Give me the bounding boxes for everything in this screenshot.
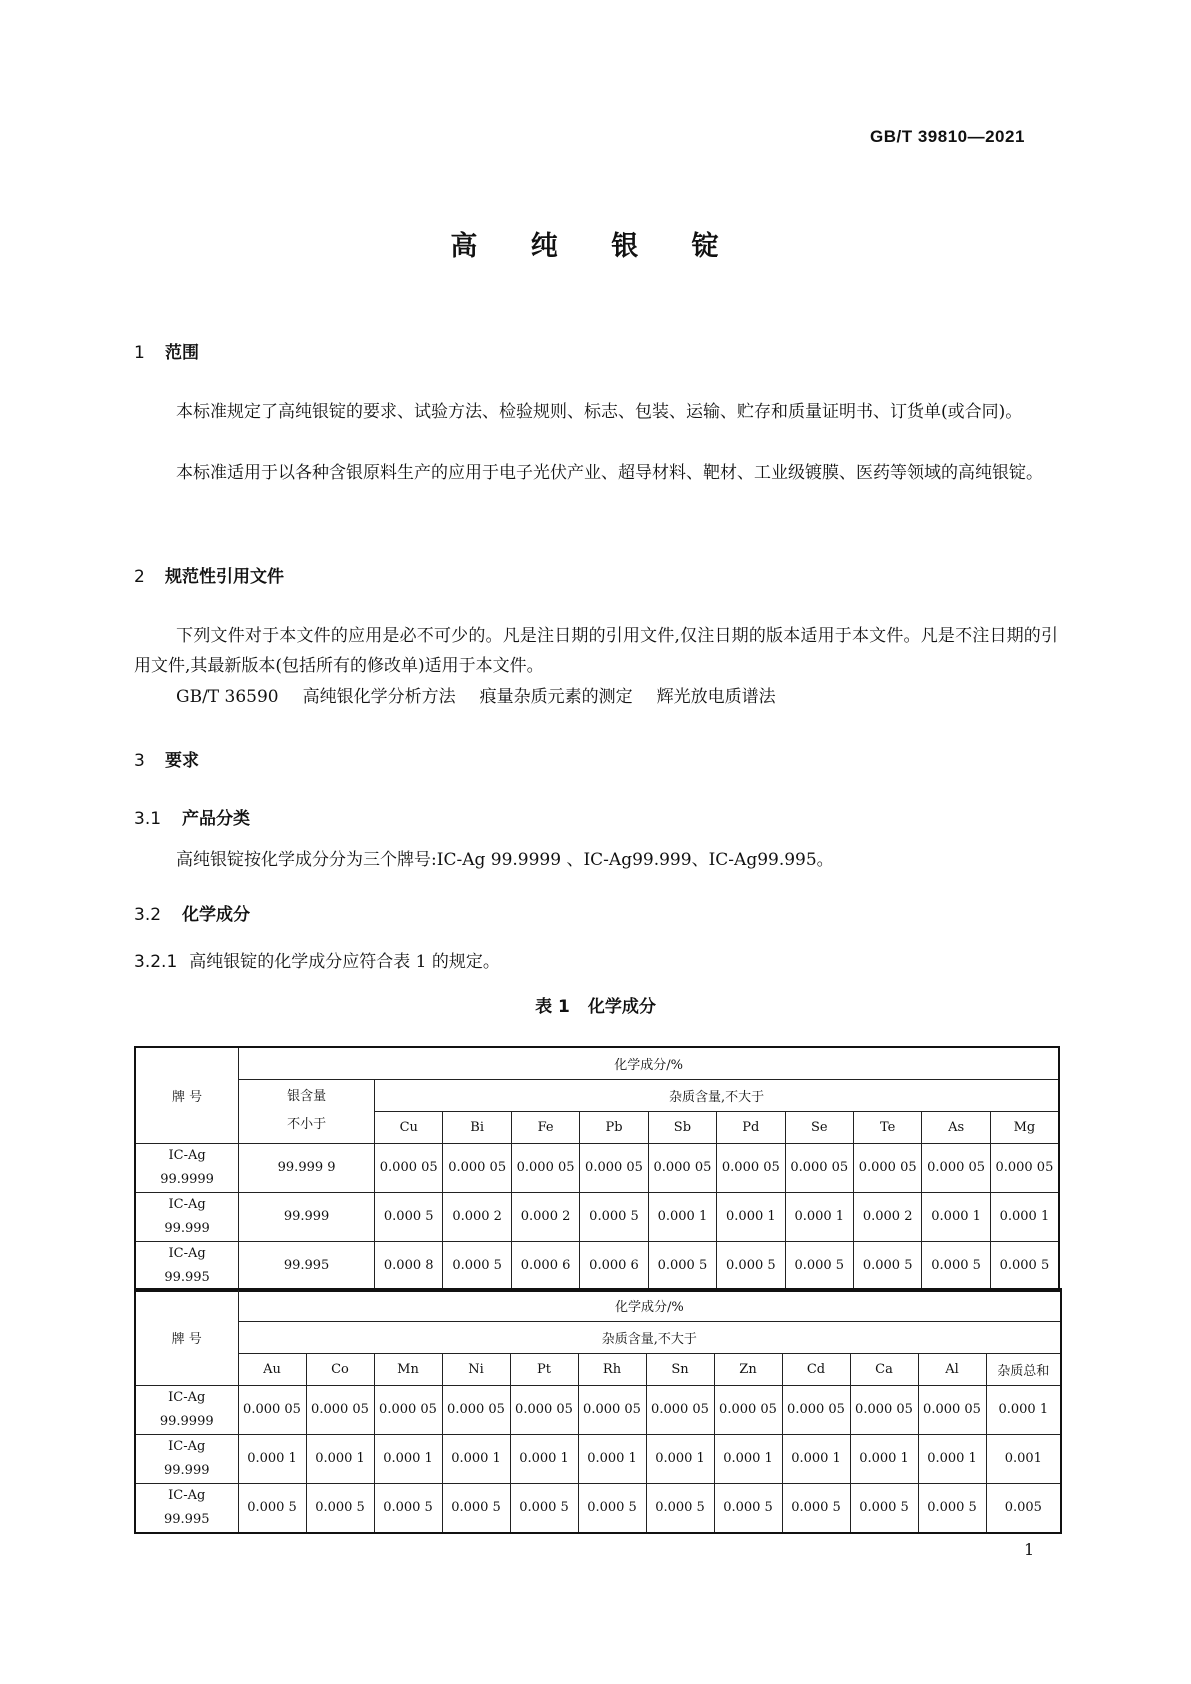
section-number: 1 (134, 343, 145, 363)
impurity-value: 0.000 1 (850, 1434, 918, 1483)
impurity-value: 0.000 05 (717, 1143, 785, 1192)
impurity-value: 0.000 2 (853, 1192, 921, 1241)
clause-text: 高纯银锭的化学成分应符合表 1 的规定。 (189, 952, 500, 972)
table-row (135, 1434, 1061, 1483)
table-title: 化学成分 (587, 997, 656, 1017)
section-title: 范围 (165, 343, 199, 363)
clause-3-2-1 (134, 947, 500, 972)
paragraph-text: 本标准规定了高纯银锭的要求、试验方法、检验规则、标志、包装、运输、贮存和质量证明书、订货单(或合同)。 (176, 402, 1023, 422)
subsection-title: 产品分类 (182, 809, 250, 829)
silver-content-header (239, 1079, 375, 1143)
grade-purity: 99.999 (164, 1220, 210, 1236)
reference-title-part-3: 辉光放电质谱法 (656, 687, 776, 707)
impurity-value: 0.000 2 (511, 1192, 579, 1241)
element-header: Fe (511, 1111, 579, 1143)
element-header: Ca (850, 1353, 918, 1385)
reference-title-part-2: 痕量杂质元素的测定 (479, 687, 633, 707)
impurity-value: 0.000 5 (443, 1241, 511, 1291)
impurity-value: 0.000 5 (922, 1241, 990, 1291)
impurity-header: 杂质含量,不大于 (375, 1079, 1059, 1111)
impurity-value: 0.000 1 (717, 1192, 785, 1241)
element-header: Sn (646, 1353, 714, 1385)
grade-prefix: IC-Ag (168, 1196, 206, 1212)
section-1-paragraph-1 (134, 397, 1058, 427)
standard-code: GB/T 39810—2021 (870, 127, 1025, 146)
impurity-value: 0.000 5 (850, 1483, 918, 1533)
impurity-value: 0.000 1 (442, 1434, 510, 1483)
composition-header: 化学成分/% (239, 1047, 1059, 1079)
impurity-value: 0.000 05 (990, 1143, 1059, 1192)
element-header: Ni (442, 1353, 510, 1385)
impurity-value: 0.000 1 (990, 1192, 1059, 1241)
grade-purity: 99.995 (164, 1269, 210, 1285)
section-number: 2 (134, 567, 145, 587)
table-caption (0, 992, 1191, 1017)
total-impurity-value: 0.001 (986, 1434, 1061, 1483)
element-header: Co (306, 1353, 374, 1385)
impurity-value: 0.000 1 (922, 1192, 990, 1241)
total-impurity-value: 0.000 1 (986, 1385, 1061, 1434)
impurity-value: 0.000 1 (646, 1434, 714, 1483)
impurity-value: 0.000 5 (306, 1483, 374, 1533)
impurity-value: 0.000 5 (782, 1483, 850, 1533)
impurity-value: 0.000 5 (238, 1483, 306, 1533)
impurity-value: 0.000 05 (782, 1385, 850, 1434)
impurity-value: 0.000 1 (510, 1434, 578, 1483)
grade-cell (135, 1483, 238, 1533)
page-number: 1 (1024, 1540, 1035, 1559)
element-header: As (922, 1111, 990, 1143)
impurity-value: 0.000 5 (580, 1192, 648, 1241)
table-number: 表 1 (535, 997, 570, 1017)
grade-header: 牌 号 (135, 1289, 238, 1385)
impurity-value: 0.000 1 (374, 1434, 442, 1483)
grade-prefix: IC-Ag (168, 1245, 206, 1261)
impurity-value: 0.000 05 (510, 1385, 578, 1434)
total-impurity-header: 杂质总和 (986, 1353, 1061, 1385)
section-3-heading (134, 746, 199, 771)
impurity-value: 0.000 05 (714, 1385, 782, 1434)
element-header: Rh (578, 1353, 646, 1385)
chemical-composition-table-part-1 (134, 1046, 1060, 1292)
impurity-value: 0.000 6 (580, 1241, 648, 1291)
table-row (135, 1143, 1059, 1192)
impurity-value: 0.000 8 (375, 1241, 443, 1291)
silver-value: 99.995 (239, 1241, 375, 1291)
element-header: Pt (510, 1353, 578, 1385)
table-row (135, 1483, 1061, 1533)
grade-purity: 99.9999 (159, 1413, 214, 1429)
impurity-header: 杂质含量,不大于 (238, 1321, 1061, 1353)
table-row (135, 1385, 1061, 1434)
impurity-value: 0.000 05 (374, 1385, 442, 1434)
composition-header: 化学成分/% (238, 1289, 1061, 1321)
impurity-value: 0.000 05 (442, 1385, 510, 1434)
impurity-value: 0.000 05 (918, 1385, 986, 1434)
grade-purity: 99.995 (164, 1511, 210, 1527)
subsection-number: 3.2 (134, 905, 162, 925)
total-impurity-value: 0.005 (986, 1483, 1061, 1533)
impurity-value: 0.000 2 (443, 1192, 511, 1241)
element-header: Se (785, 1111, 853, 1143)
section-number: 3 (134, 751, 145, 771)
grade-purity: 99.9999 (160, 1171, 214, 1187)
element-header: Sb (648, 1111, 716, 1143)
silver-value: 99.999 9 (239, 1143, 375, 1192)
impurity-value: 0.000 05 (850, 1385, 918, 1434)
impurity-value: 0.000 5 (646, 1483, 714, 1533)
impurity-value: 0.000 05 (785, 1143, 853, 1192)
subsection-title: 化学成分 (182, 905, 250, 925)
element-header: Cd (782, 1353, 850, 1385)
grade-cell (135, 1241, 239, 1291)
subsection-3-2-heading (134, 900, 250, 925)
impurity-value: 0.000 05 (646, 1385, 714, 1434)
grade-header: 牌 号 (135, 1047, 239, 1143)
impurity-value: 0.000 5 (375, 1192, 443, 1241)
impurity-value: 0.000 05 (511, 1143, 579, 1192)
reference-title-part-1: 高纯银化学分析方法 (302, 687, 456, 707)
section-1-heading (134, 338, 199, 363)
reference-code: GB/T 36590 (176, 687, 279, 707)
paragraph-text: 高纯银锭按化学成分分为三个牌号:IC-Ag 99.9999 、IC-Ag99.999、IC-Ag99.995。 (176, 850, 834, 870)
grade-prefix: IC-Ag (168, 1438, 206, 1454)
element-header: Cu (375, 1111, 443, 1143)
impurity-value: 0.000 05 (580, 1143, 648, 1192)
paragraph-text: 本标准适用于以各种含银原料生产的应用于电子光伏产业、超导材料、靶材、工业级镀膜、医药等领域的高纯银锭。 (176, 463, 1043, 483)
element-header-row (135, 1353, 1061, 1385)
grade-prefix: IC-Ag (168, 1487, 206, 1503)
section-title: 规范性引用文件 (165, 567, 284, 587)
silver-content-qualifier: 不小于 (287, 1117, 327, 1132)
impurity-value: 0.000 5 (918, 1483, 986, 1533)
impurity-value: 0.000 1 (238, 1434, 306, 1483)
impurity-value: 0.000 5 (785, 1241, 853, 1291)
impurity-value: 0.000 05 (853, 1143, 921, 1192)
element-header: Mn (374, 1353, 442, 1385)
impurity-value: 0.000 1 (782, 1434, 850, 1483)
paragraph-text: 下列文件对于本文件的应用是必不可少的。凡是注日期的引用文件,仅注日期的版本适用于本文件。凡是不注日期的引用文件,其最新版本(包括所有的修改单)适用于本文件。 (134, 626, 1058, 676)
document-title: 高 纯 银 锭 (450, 231, 741, 262)
section-title: 要求 (165, 751, 199, 771)
silver-content-label: 银含量 (287, 1089, 327, 1104)
impurity-value: 0.000 05 (443, 1143, 511, 1192)
grade-cell (135, 1143, 239, 1192)
impurity-value: 0.000 1 (714, 1434, 782, 1483)
impurity-value: 0.000 5 (510, 1483, 578, 1533)
impurity-value: 0.000 5 (578, 1483, 646, 1533)
impurity-value: 0.000 5 (717, 1241, 785, 1291)
impurity-value: 0.000 5 (374, 1483, 442, 1533)
impurity-value: 0.000 1 (785, 1192, 853, 1241)
clause-number: 3.2.1 (134, 952, 178, 972)
subsection-3-1-paragraph (134, 845, 1058, 875)
impurity-value: 0.000 5 (442, 1483, 510, 1533)
element-header: Mg (990, 1111, 1059, 1143)
impurity-value: 0.000 1 (918, 1434, 986, 1483)
section-2-paragraph-1 (134, 621, 1058, 681)
grade-prefix: IC-Ag (168, 1147, 206, 1163)
element-header: Pd (717, 1111, 785, 1143)
impurity-value: 0.000 6 (511, 1241, 579, 1291)
grade-cell (135, 1434, 238, 1483)
impurity-value: 0.000 5 (714, 1483, 782, 1533)
impurity-value: 0.000 5 (853, 1241, 921, 1291)
impurity-value: 0.000 1 (306, 1434, 374, 1483)
section-2-heading (134, 562, 284, 587)
impurity-value: 0.000 05 (375, 1143, 443, 1192)
element-header: Zn (714, 1353, 782, 1385)
element-header: Te (853, 1111, 921, 1143)
element-header: Pb (580, 1111, 648, 1143)
impurity-value: 0.000 1 (648, 1192, 716, 1241)
element-header: Bi (443, 1111, 511, 1143)
impurity-value: 0.000 5 (648, 1241, 716, 1291)
impurity-value: 0.000 05 (922, 1143, 990, 1192)
grade-cell (135, 1192, 239, 1241)
impurity-value: 0.000 05 (306, 1385, 374, 1434)
grade-cell (135, 1385, 238, 1434)
element-header: Al (918, 1353, 986, 1385)
grade-prefix: IC-Ag (168, 1389, 206, 1405)
section-1-paragraph-2 (134, 458, 1058, 488)
chemical-composition-table-part-2 (134, 1288, 1062, 1534)
impurity-value: 0.000 1 (578, 1434, 646, 1483)
impurity-value: 0.000 05 (578, 1385, 646, 1434)
subsection-number: 3.1 (134, 809, 162, 829)
table-row (135, 1192, 1059, 1241)
impurity-value: 0.000 05 (648, 1143, 716, 1192)
element-header: Au (238, 1353, 306, 1385)
table-row (135, 1241, 1059, 1291)
normative-reference (134, 682, 1058, 712)
subsection-3-1-heading (134, 804, 250, 829)
grade-purity: 99.999 (164, 1462, 210, 1478)
silver-value: 99.999 (239, 1192, 375, 1241)
impurity-value: 0.000 05 (238, 1385, 306, 1434)
impurity-value: 0.000 5 (990, 1241, 1059, 1291)
